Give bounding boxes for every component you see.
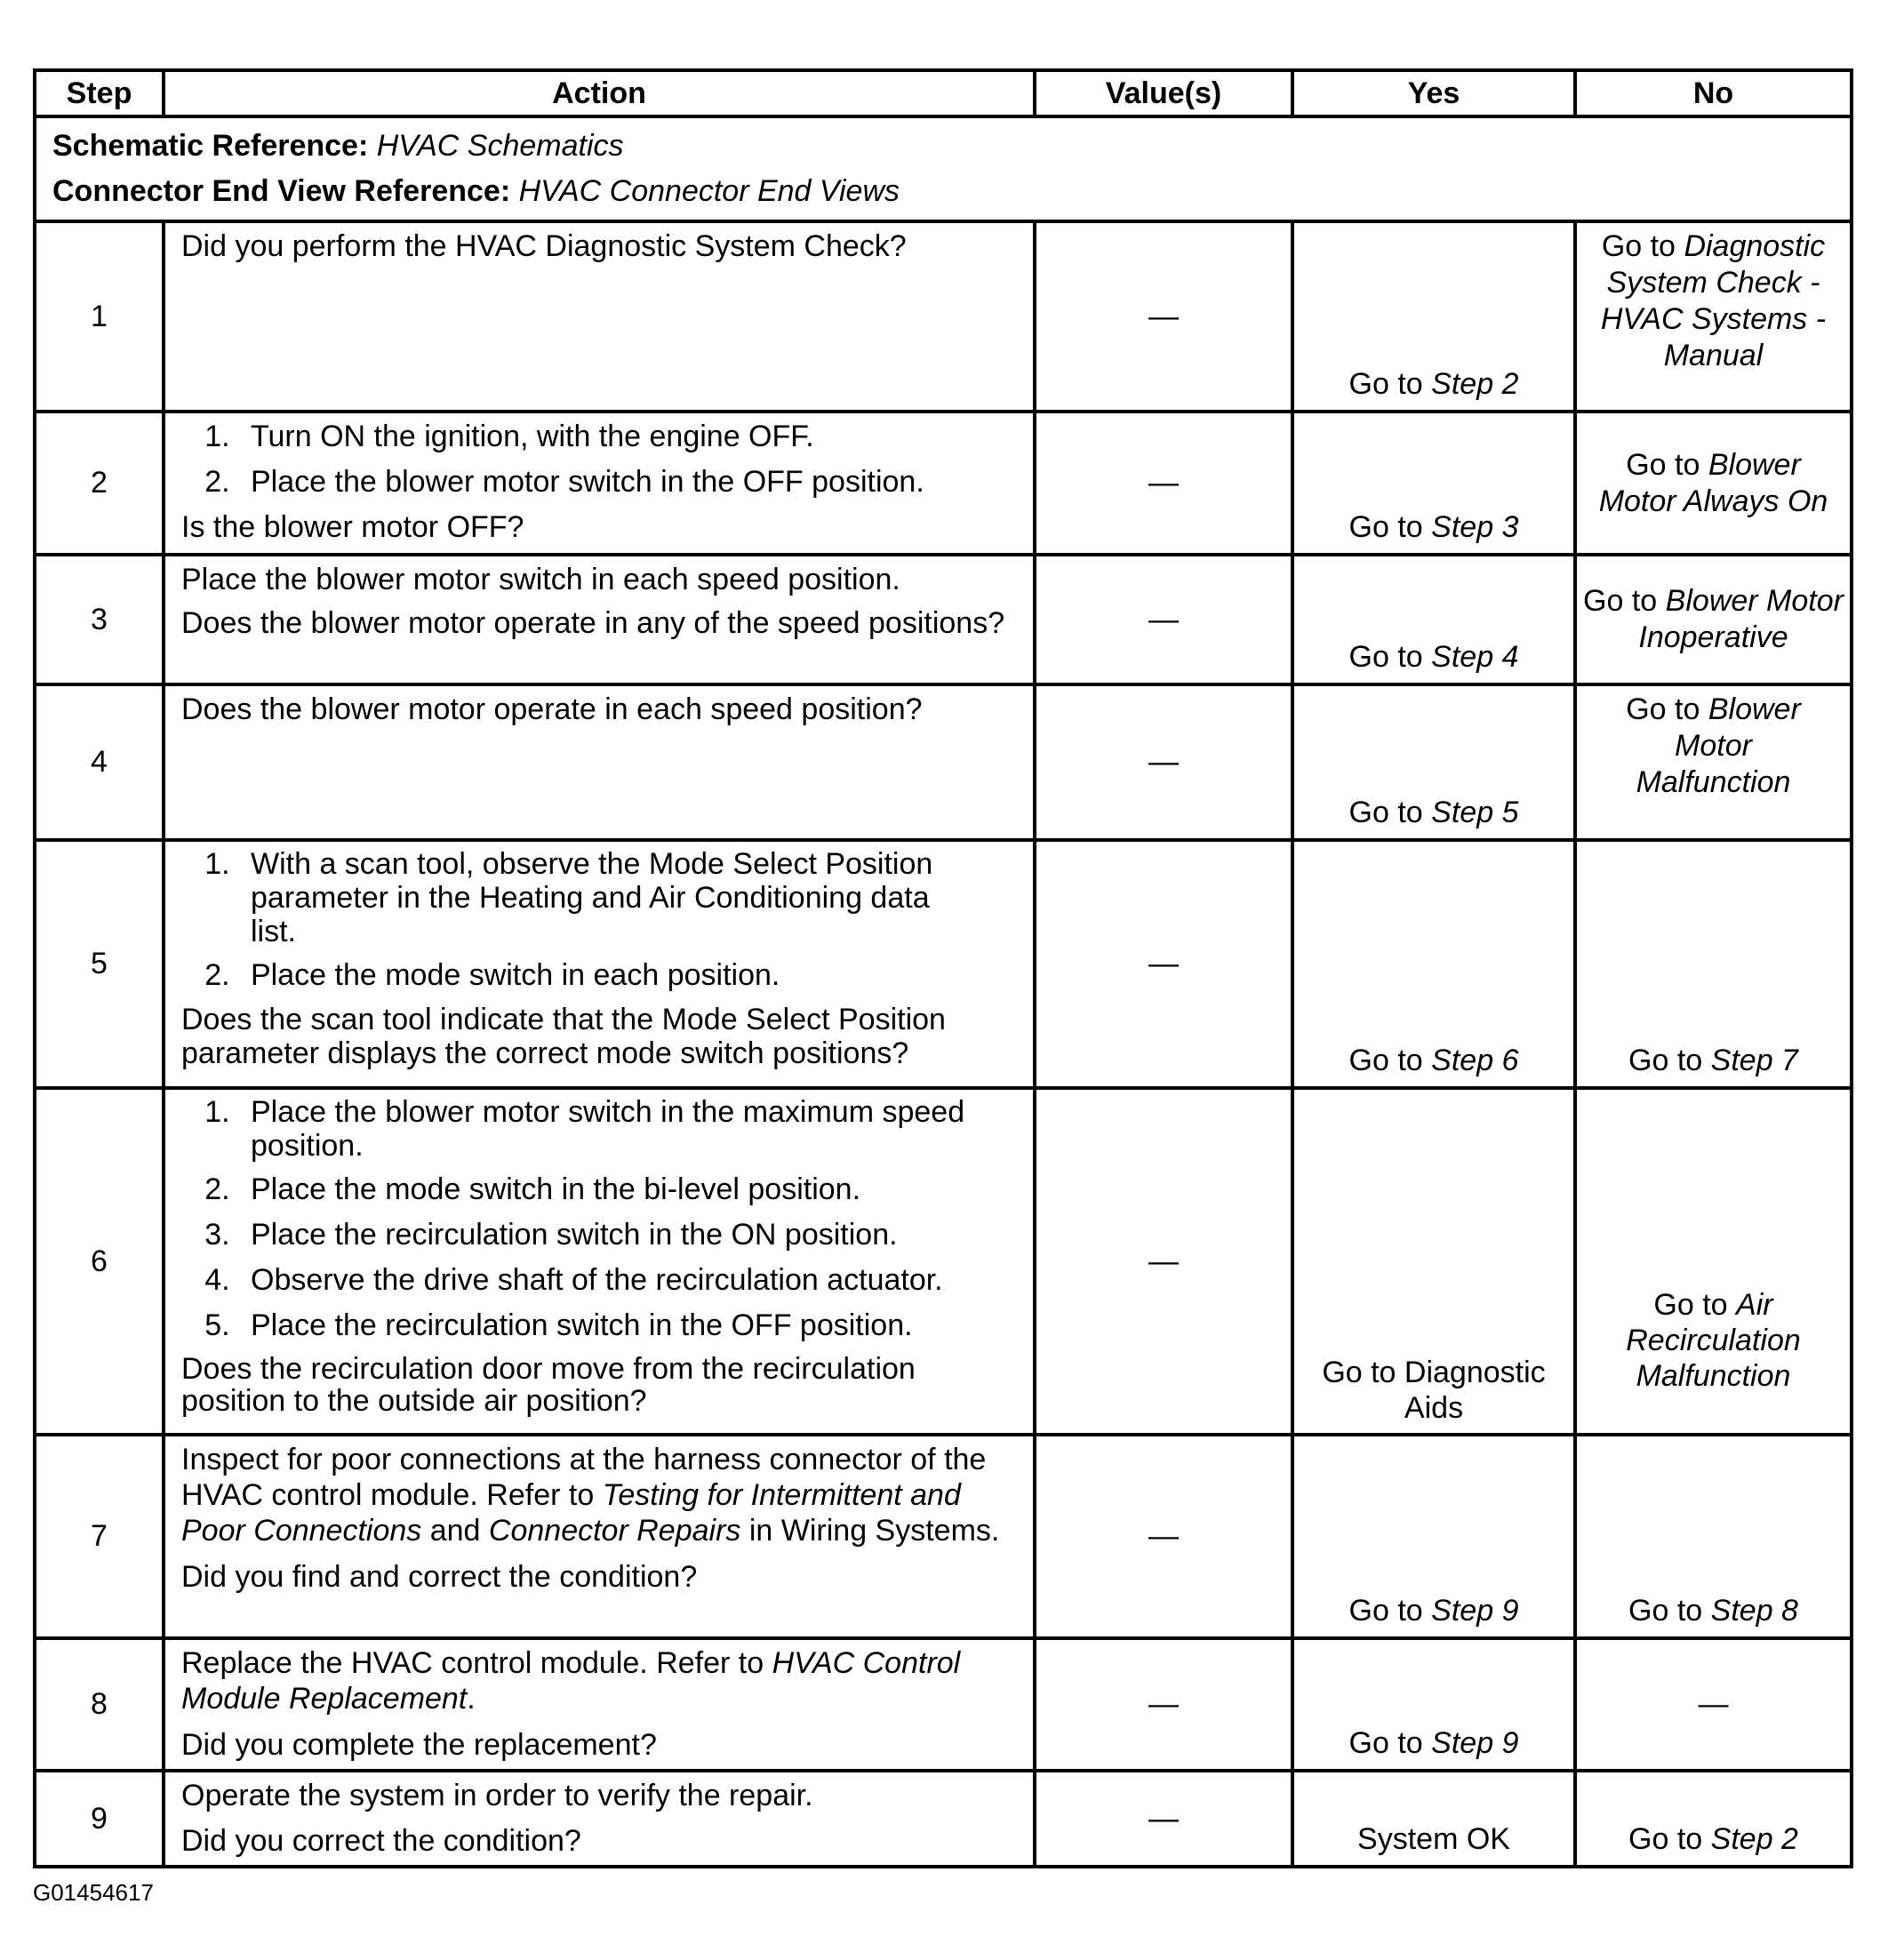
value-cell: — [1035, 1771, 1292, 1867]
no-ref: Diagnostic System Check - HVAC Systems - Manual [1600, 229, 1827, 372]
action-text: Place the blower motor switch in each speed position. [181, 563, 900, 596]
action-text-and: and [429, 1514, 481, 1548]
no-cell [1575, 840, 1852, 1088]
yes-link[interactable] [1294, 1593, 1573, 1629]
yes-ref: Step 3 [1431, 510, 1519, 544]
action-text: Operate the system in order to verify the repair. [181, 1779, 813, 1812]
no-link[interactable] [1577, 583, 1850, 656]
yes-prefix: Go to [1348, 1726, 1423, 1760]
yes-link[interactable] [1294, 1043, 1573, 1079]
yes-link[interactable] [1294, 795, 1573, 831]
yes-prefix: Go to [1348, 796, 1423, 829]
yes-ref: Step 9 [1431, 1594, 1519, 1628]
action-ref-link[interactable]: HVAC Control Module Replacement [181, 1646, 961, 1716]
header-no: No [1575, 70, 1852, 116]
no-prefix: Go to [1583, 584, 1658, 618]
no-ref: Blower Motor Inoperative [1638, 584, 1844, 654]
value-cell: — [1035, 1435, 1292, 1638]
action-ref-link[interactable]: Testing for Intermittent and Poor Connections [181, 1478, 961, 1548]
no-prefix: Go to [1628, 1044, 1703, 1077]
action-text-post: in Wiring Systems. [748, 1514, 1000, 1548]
table-row [35, 1638, 1852, 1771]
schematic-reference-link[interactable]: HVAC Schematics [376, 129, 624, 163]
action-cell [164, 1088, 1035, 1435]
action-cell [164, 412, 1035, 555]
action-text: Does the blower motor operate in each speed position? [181, 692, 923, 726]
header-yes: Yes [1292, 70, 1575, 116]
yes-prefix: Go to [1348, 1044, 1423, 1077]
no-ref: Blower Motor Malfunction [1636, 692, 1801, 799]
no-prefix: Go to [1626, 692, 1700, 726]
no-ref: Blower Motor Always On [1598, 447, 1828, 518]
table-row [35, 412, 1852, 555]
table-row [35, 221, 1852, 412]
figure-id: G01454617 [33, 1879, 154, 1906]
action-cell [164, 221, 1035, 412]
action-steps [181, 847, 1022, 994]
no-link[interactable] [1577, 686, 1850, 801]
action-text-post: . [467, 1682, 476, 1716]
yes-prefix: Go to [1348, 510, 1423, 544]
reference-cell [35, 116, 1852, 221]
action-cell [164, 1435, 1035, 1638]
yes-cell [1292, 1638, 1575, 1771]
no-link[interactable] [1577, 1287, 1850, 1394]
action-cell [164, 1638, 1035, 1771]
yes-cell [1292, 1088, 1575, 1435]
yes-ref: Step 5 [1431, 796, 1519, 829]
no-cell [1575, 555, 1852, 684]
diagnostic-table [33, 68, 1853, 1868]
action-cell [164, 684, 1035, 840]
table-row [35, 1435, 1852, 1638]
no-cell [1575, 684, 1852, 840]
action-text [181, 1442, 1022, 1548]
table-row [35, 840, 1852, 1088]
action-step-item: 1. Turn ON the ignition, with the engine OFF. [238, 419, 1022, 455]
action-text-pre: Replace the HVAC control module. Refer to [181, 1646, 764, 1680]
action-step-item: 1. With a scan tool, observe the Mode Select Position parameter in the Heating and Air Conditioning data list. [238, 847, 1022, 948]
yes-ref: Step 9 [1431, 1726, 1519, 1760]
action-steps [181, 1095, 1022, 1344]
no-prefix: Go to [1628, 1594, 1703, 1628]
no-link[interactable] [1577, 223, 1850, 374]
action-question: Did you complete the replacement? [181, 1728, 657, 1762]
connector-reference-link[interactable]: HVAC Connector End Views [518, 174, 900, 208]
no-ref: Step 7 [1710, 1044, 1798, 1077]
no-ref: Step 8 [1710, 1594, 1798, 1628]
no-prefix: Go to [1601, 229, 1676, 263]
table-row [35, 684, 1852, 840]
step-number: 5 [35, 840, 164, 1088]
reference-row [35, 116, 1852, 221]
action-step-item: 3. Place the recirculation switch in the ON position. [238, 1217, 1022, 1253]
action-cell [164, 840, 1035, 1088]
action-question: Is the blower motor OFF? [181, 510, 524, 544]
no-cell [1575, 1088, 1852, 1435]
schematic-reference-label: Schematic Reference: [52, 129, 369, 163]
action-cell [164, 1771, 1035, 1867]
header-values: Value(s) [1035, 70, 1292, 116]
yes-cell [1292, 1771, 1575, 1867]
action-cell [164, 555, 1035, 684]
table-row [35, 1771, 1852, 1867]
yes-link[interactable] [1294, 639, 1573, 676]
action-ref-link[interactable]: Connector Repairs [488, 1514, 741, 1548]
action-step-item: 2. Place the blower motor switch in the OFF position. [238, 464, 1022, 500]
yes-cell [1292, 555, 1575, 684]
no-cell [1575, 412, 1852, 555]
action-text-pre: Inspect for poor connections at the harness connector of the HVAC control module. Refer to [181, 1443, 987, 1512]
action-step-item: 4. Observe the drive shaft of the recirculation actuator. [238, 1262, 1022, 1299]
value-cell: — [1035, 555, 1292, 684]
header-step: Step [35, 70, 164, 116]
action-question: Did you correct the condition? [181, 1824, 581, 1858]
no-cell: — [1575, 1638, 1852, 1771]
yes-ref: Step 6 [1431, 1044, 1519, 1077]
step-number: 8 [35, 1638, 164, 1771]
step-number: 7 [35, 1435, 164, 1638]
action-question: Does the scan tool indicate that the Mode Select Position parameter displays the correct mode switch positions? [181, 1003, 946, 1070]
step-number: 4 [35, 684, 164, 840]
no-ref: Air Recirculation Malfunction [1626, 1288, 1801, 1393]
yes-link[interactable] [1294, 509, 1573, 546]
action-question: Did you find and correct the condition? [181, 1560, 698, 1594]
no-cell [1575, 221, 1852, 412]
step-number: 3 [35, 555, 164, 684]
yes-prefix: Go to [1348, 367, 1423, 401]
step-number: 1 [35, 221, 164, 412]
no-prefix: Go to [1626, 447, 1700, 482]
no-link[interactable] [1577, 1593, 1850, 1629]
action-step-item: 2. Place the mode switch in the bi-level position. [238, 1172, 1022, 1208]
header-row [35, 70, 1852, 116]
yes-prefix: Go to [1348, 1594, 1423, 1628]
step-number: 2 [35, 412, 164, 555]
no-prefix: Go to [1653, 1288, 1728, 1322]
connector-reference [52, 169, 1834, 214]
step-number: 6 [35, 1088, 164, 1435]
yes-cell [1292, 684, 1575, 840]
no-prefix: Go to [1628, 1822, 1703, 1856]
action-step-item: 2. Place the mode switch in each position. [238, 957, 1022, 994]
action-question: Does the recirculation door move from the recirculation position to the outside air position? [181, 1352, 916, 1418]
value-cell: — [1035, 840, 1292, 1088]
value-cell: — [1035, 684, 1292, 840]
value-cell: — [1035, 412, 1292, 555]
action-steps [181, 419, 1022, 500]
no-link[interactable] [1577, 447, 1850, 520]
action-text: Did you perform the HVAC Diagnostic System Check? [181, 229, 907, 263]
no-link[interactable] [1577, 1043, 1850, 1079]
yes-link[interactable]: Go to Diagnostic Aids [1322, 1356, 1546, 1425]
yes-cell [1292, 840, 1575, 1088]
yes-ref: Step 4 [1431, 640, 1519, 674]
connector-reference-label: Connector End View Reference: [52, 174, 511, 208]
table-row [35, 1088, 1852, 1435]
value-cell: — [1035, 221, 1292, 412]
table-row [35, 555, 1852, 684]
yes-link[interactable] [1294, 366, 1573, 403]
value-cell: — [1035, 1638, 1292, 1771]
header-action: Action [164, 70, 1035, 116]
yes-link[interactable]: System OK [1357, 1822, 1510, 1856]
yes-ref: Step 2 [1431, 367, 1519, 401]
no-ref: Step 2 [1710, 1822, 1798, 1856]
no-cell [1575, 1435, 1852, 1638]
value-cell: — [1035, 1088, 1292, 1435]
action-step-item: 1. Place the blower motor switch in the maximum speed position. [238, 1095, 1022, 1163]
action-question: Does the blower motor operate in any of the speed positions? [181, 606, 1005, 640]
yes-cell [1292, 412, 1575, 555]
yes-link[interactable] [1294, 1725, 1573, 1762]
yes-cell [1292, 221, 1575, 412]
yes-cell [1292, 1435, 1575, 1638]
action-step-item: 5. Place the recirculation switch in the OFF position. [238, 1308, 1022, 1344]
action-text [181, 1645, 1022, 1716]
yes-prefix: Go to [1348, 640, 1423, 674]
no-link[interactable] [1577, 1821, 1850, 1858]
no-cell [1575, 1771, 1852, 1867]
step-number: 9 [35, 1771, 164, 1867]
schematic-reference [52, 124, 1834, 169]
